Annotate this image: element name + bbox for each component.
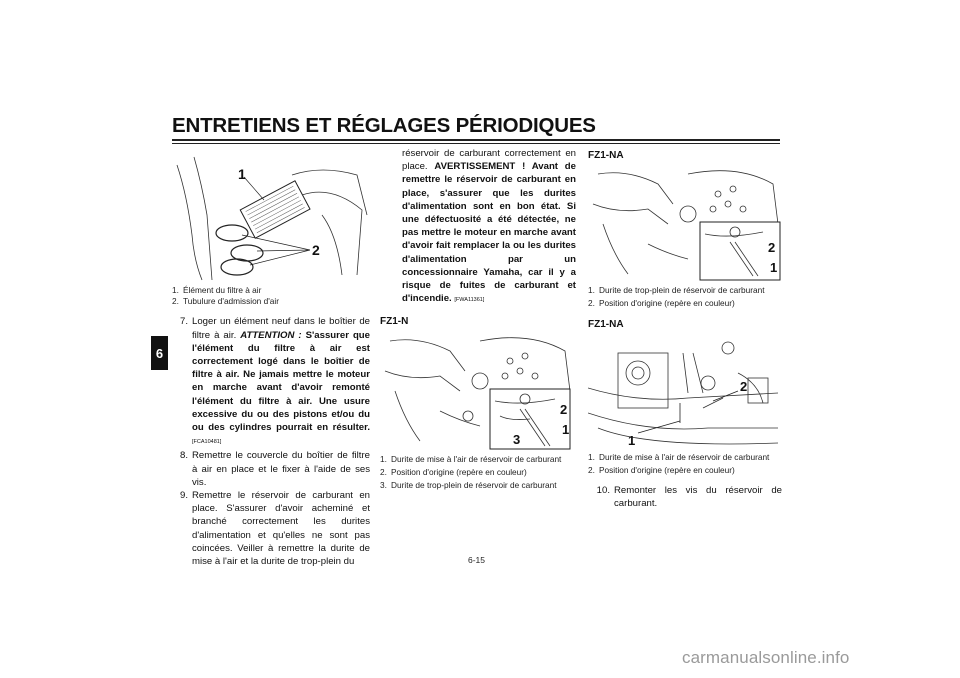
- figure-captions: [380, 454, 576, 492]
- fz1-na-overflow-illustration: [588, 164, 782, 282]
- caption-item: 1. Durite de trop-plein de réservoir de carburant: [588, 285, 765, 296]
- fz1-na-overflow-drawing: [588, 164, 782, 282]
- callout-2: 2: [560, 401, 568, 417]
- caption-item: 2. Position d'origine (repère en couleur): [588, 465, 735, 476]
- fz1-na-vent-drawing: [588, 333, 782, 449]
- column-2: [380, 147, 576, 491]
- figure-captions: [588, 285, 782, 309]
- step-10: 10. Remonter les vis du réservoir de carburant.: [596, 485, 782, 510]
- figure-captions: [172, 285, 370, 307]
- callout-1: 1: [628, 432, 636, 448]
- caption-item: 2. Position d'origine (repère en couleur): [588, 298, 735, 309]
- caption-item: 2. Tubulure d'admission d'air: [172, 296, 280, 307]
- caption-item: 3. Durite de trop-plein de réservoir de carburant: [380, 480, 557, 491]
- figure-captions: [588, 452, 782, 476]
- fz1-n-drawing: [380, 331, 576, 451]
- model-label: FZ1-NA: [588, 150, 624, 161]
- callout-1: 1: [770, 260, 778, 276]
- step-8: 8. Remettre le couvercle du boîtier de filtre à air en place et le fixer à l'aide de ses vis.: [179, 450, 370, 488]
- caption-item: 1. Durite de mise à l'air de réservoir de carburant: [380, 453, 562, 464]
- fz1-n-hose-illustration: [380, 331, 576, 451]
- fz1-na-vent-illustration: [588, 333, 782, 449]
- step-7: 7. Loger un élément neuf dans le boîtier de filtre à air. ATTENTION : S'assurer que l'élément du filtre à air est correctement logé dans le boîtier de filtre à air. Ne jamais mettre le moteur en marche avant d'avoir remonté l'élément du filtre à air. Une usure excessive du ou des pistons et/ou du ou des cylindres pourrait en résulter. [FCA10481]: [179, 316, 371, 446]
- callout-3: 3: [513, 431, 521, 447]
- watermark-link[interactable]: carmanualsonline.info: [682, 648, 850, 667]
- header-rule-thin: [172, 143, 780, 144]
- chapter-tab-label: 6: [155, 345, 164, 361]
- reference-code: [FWA11361]: [454, 297, 485, 304]
- column-1: [172, 155, 370, 568]
- attention-label: ATTENTION :: [240, 329, 302, 341]
- page-title: ENTRETIENS ET RÉGLAGES PÉRIODIQUES: [172, 114, 596, 137]
- callout-2: 2: [740, 378, 748, 394]
- model-label: FZ1-NA: [588, 318, 624, 330]
- reference-code: [FCA10481]: [192, 439, 222, 446]
- column-3: [588, 149, 782, 511]
- caption-item: 1. Élément du filtre à air: [172, 285, 262, 295]
- attention-text: S'assurer que l'élément du filtre à air est correctement logé dans le boîtier de filtre à air. Ne jamais mettre le moteur en marche avant d'avoir remonté l'élément du filtre à air. Une usure excessive du ou des pistons et/ou du ou des cylindres pourrait en résulter.: [192, 329, 371, 434]
- step-9: 9. Remettre le réservoir de carburant en place. S'assurer d'avoir acheminé et branché correctement les durites d'alimentation et qu'elles ne sont pas coincées. Veiller à remettre la durite de mise à l'air et la durite de trop-plein du: [179, 490, 370, 568]
- callout-1: 1: [562, 421, 570, 437]
- model-label: FZ1-N: [380, 316, 409, 328]
- chapter-tab: [151, 336, 168, 370]
- caption-item: 1. Durite de mise à l'air de réservoir de carburant: [588, 451, 770, 462]
- page-number: 6-15: [468, 555, 486, 565]
- air-filter-drawing: [172, 155, 370, 283]
- warning-text: AVERTISSEMENT ! Avant de remettre le réservoir de carburant en place, s'assurer que les durites d'alimentation sont en bon état. Si une défectuosité a été détectée, ne pas mettre le moteur en marche avant d'avoir fait remplacer la ou les durites d'alimentation par un concessionnaire Yamaha, car il y a risque de fuites de carburant et d'incendie.: [402, 161, 576, 305]
- caption-item: 2. Position d'origine (repère en couleur): [380, 466, 527, 477]
- header-rule-thick: [172, 139, 780, 141]
- callout-2: 2: [768, 240, 776, 256]
- step-9-continuation: réservoir de carburant correctement en place. AVERTISSEMENT ! Avant de remettre le réservoir de carburant en place, s'assurer que les durites d'alimentation sont en bon état. Si une défectuosité a été détectée, ne pas mettre le moteur en marche avant d'avoir fait remplacer la ou les durites d'alimentation par un concessionnaire Yamaha, car il y a risque de fuites de carburant et d'incendie. [FWA11361]: [402, 148, 576, 305]
- callout-2: 2: [312, 242, 320, 258]
- air-filter-illustration: [172, 155, 370, 283]
- callout-1: 1: [238, 166, 246, 182]
